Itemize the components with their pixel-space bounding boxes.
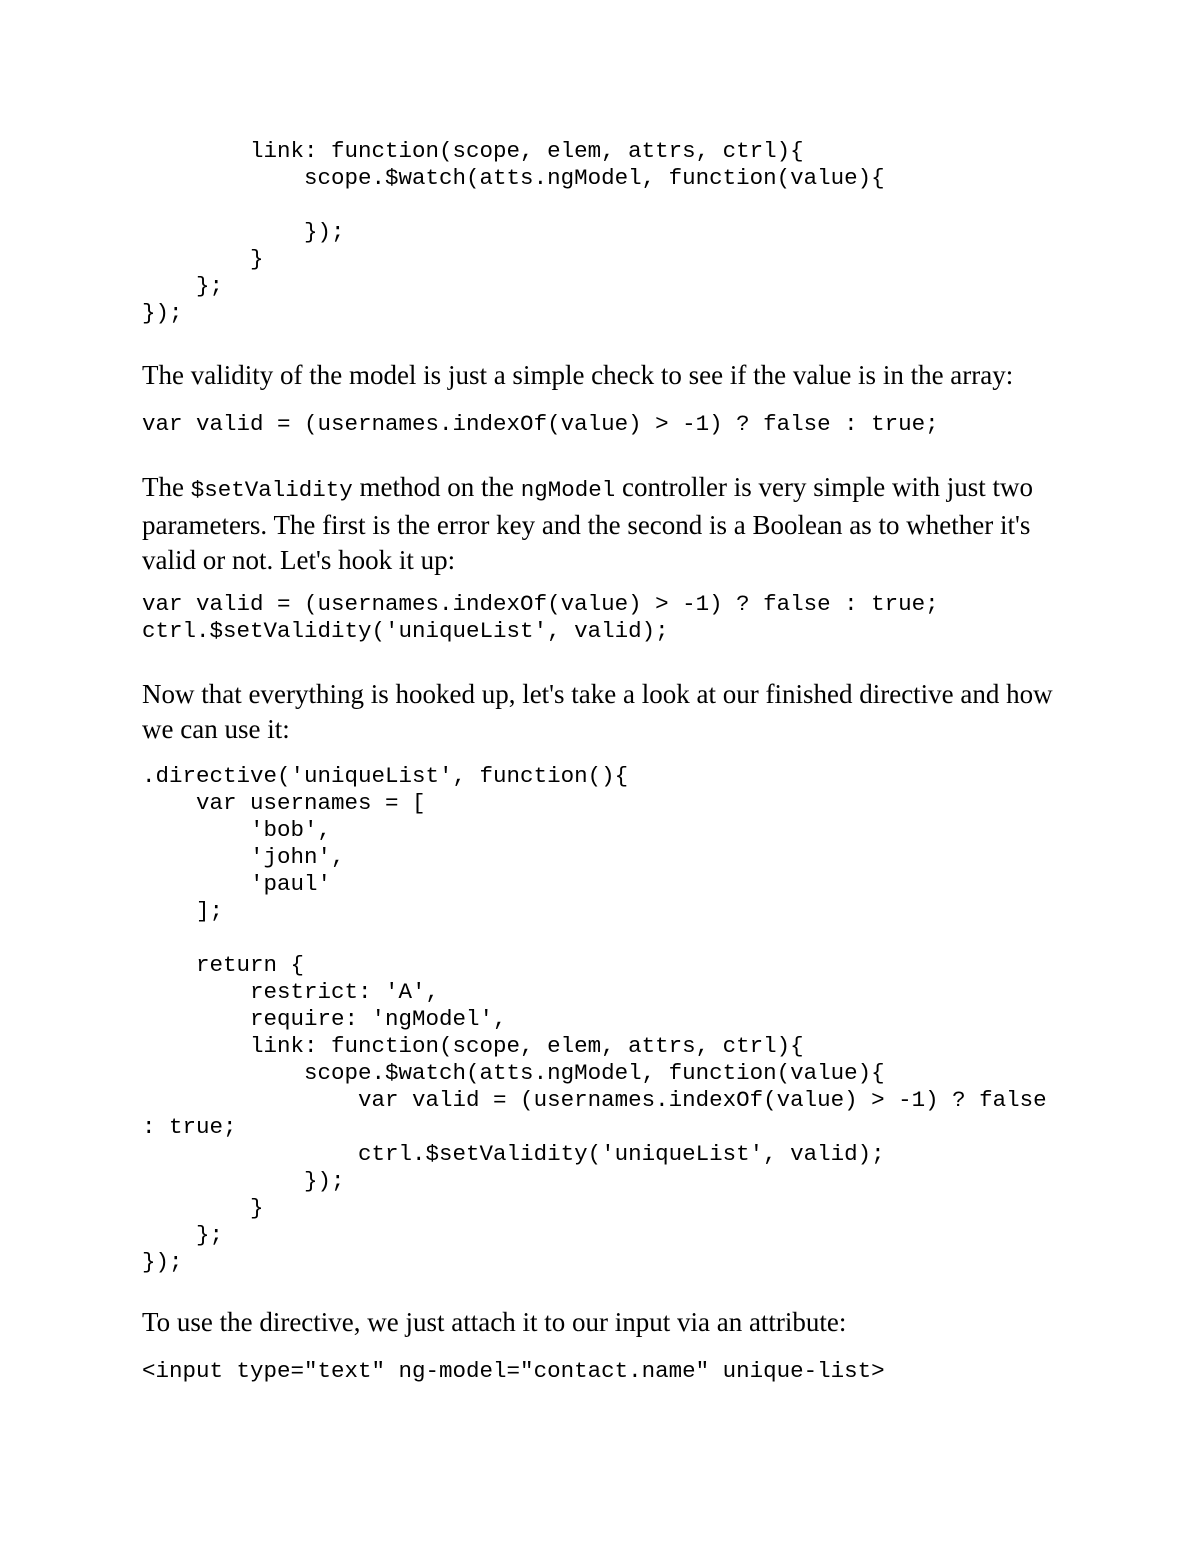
code-block-hook-up: var valid = (usernames.indexOf(value) > -1) ? false : true; ctrl.$setValidity('uniqueList', valid);	[142, 591, 939, 644]
text-segment: The	[142, 472, 191, 502]
text-segment: method on the	[352, 472, 521, 502]
inline-code-set-validity: $setValidity	[190, 477, 353, 503]
paragraph-set-validity	[142, 470, 1072, 578]
code-block-usage: <input type="text" ng-model="contact.name" unique-list>	[142, 1358, 885, 1384]
paragraph-usage: To use the directive, we just attach it to our input via an attribute:	[142, 1307, 847, 1337]
code-block-finished-directive: .directive('uniqueList', function(){ var usernames = [ 'bob', 'john', 'paul' ]; return { restrict: 'A', require: 'ngModel', link: function(scope, elem, attrs, ctrl){ scope.$watch(atts.ngModel, function(value){ var valid = (usernames.indexOf(value) > -1) ? false : true; ctrl.$setValidity('uniqueList', valid); }); } }; });	[142, 763, 1047, 1275]
code-block-link-function: link: function(scope, elem, attrs, ctrl){ scope.$watch(atts.ngModel, function(value){ }); } }; });	[142, 138, 885, 326]
paragraph-validity: The validity of the model is just a simple check to see if the value is in the array:	[142, 360, 1014, 390]
inline-code-ng-model: ngModel	[520, 477, 616, 503]
text-segment: controller is very simple with just two parameters. The first is the error key and the second is a Boolean as to whether it's valid or not. Let's hook it up:	[142, 472, 1033, 575]
code-block-valid-check: var valid = (usernames.indexOf(value) > -1) ? false : true;	[142, 411, 939, 437]
paragraph-finished-directive: Now that everything is hooked up, let's take a look at our finished directive and how we can use it:	[142, 679, 1053, 744]
